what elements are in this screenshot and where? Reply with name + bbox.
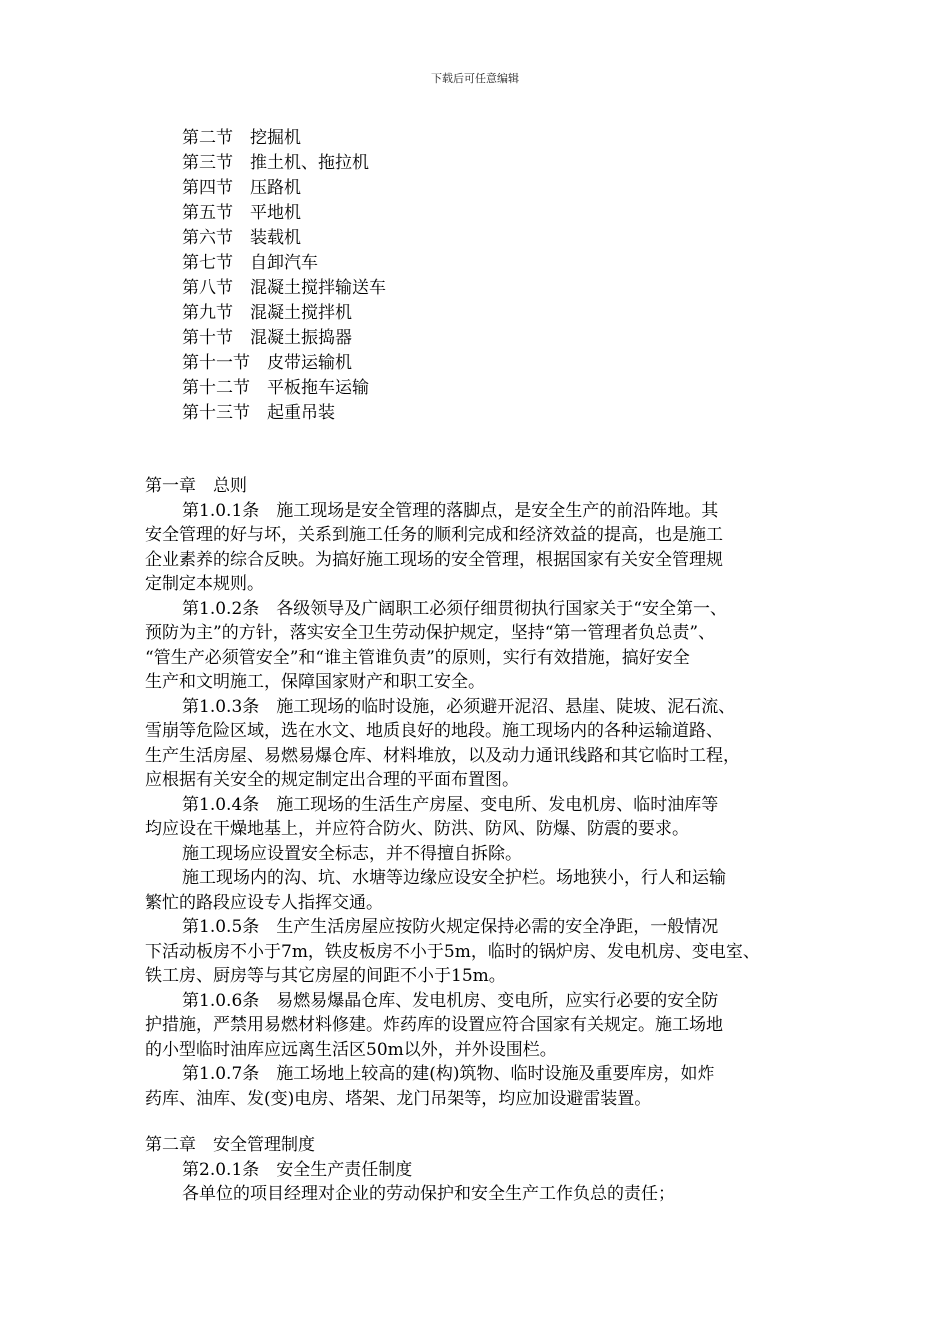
article-line: “管生产必须管安全”和“谁主管谁负责”的原则，实行有效措施，搞好安全: [145, 647, 690, 668]
article-line: 第2.0.1条 安全生产责任制度: [182, 1159, 413, 1180]
article-line: 各单位的项目经理对企业的劳动保护和安全生产工作负总的责任；: [182, 1184, 675, 1204]
article-line: 铁工房、厨房等与其它房屋的间距不小于15m。: [145, 966, 506, 986]
toc-item: 第四节 压路机: [182, 178, 301, 198]
toc-item: 第五节 平地机: [182, 203, 301, 223]
page-header: 下载后可任意编辑: [431, 72, 519, 85]
article-line: 第1.0.6条 易燃易爆晶仓库、发电机房、变电所，应实行必要的安全防: [182, 990, 719, 1011]
toc-item: 第十节 混凝土振捣器: [182, 328, 352, 348]
article-line: 雪崩等危险区域，选在水文、地质良好的地段。施工现场内的各种运输道路、: [145, 721, 723, 741]
article-line: 施工现场应设置安全标志，并不得擅自拆除。: [182, 843, 522, 864]
chapter-heading: 第一章 总则: [145, 476, 247, 496]
article-line: 第1.0.4条 施工现场的生活生产房屋、变电所、发电机房、临时油库等: [182, 794, 719, 815]
article-line: 的小型临时油库应远离生活区50m以外，并外设围栏。: [145, 1039, 557, 1060]
article-line: 第1.0.5条 生产生活房屋应按防火规定保持必需的安全净距，一般情况: [182, 917, 719, 937]
toc-item: 第三节 推土机、拖拉机: [182, 153, 369, 173]
article-line: 护措施，严禁用易燃材料修建。炸药库的设置应符合国家有关规定。施工场地: [145, 1015, 723, 1035]
section-gap: [145, 1111, 825, 1133]
article-line: 预防为主”的方针，落实安全卫生劳动保护规定，坚持“第一管理者负总责”、: [145, 623, 716, 643]
toc-item: 第六节 装载机: [182, 228, 301, 248]
article-line: 下活动板房不小于7m，铁皮板房不小于5m，临时的锅炉房、发电机房、变电室、: [145, 941, 760, 962]
article-line: 第1.0.2条 各级领导及广阔职工必须仔细贯彻执行国家关于“安全第一、: [182, 598, 727, 619]
article-line: 生产和文明施工，保障国家财产和职工安全。: [145, 672, 485, 692]
article-line: 繁忙的路段应设专人指挥交通。: [145, 892, 383, 913]
article-line: 定制定本规则。: [145, 574, 264, 594]
article-line: 第1.0.7条 施工场地上较高的建(构)筑物、临时设施及重要库房，如炸: [182, 1064, 715, 1084]
table-of-contents: [182, 126, 386, 426]
toc-item: 第十二节 平板拖车运输: [182, 378, 369, 398]
toc-item: 第二节 挖掘机: [182, 128, 301, 148]
article-line: 安全管理的好与坏，关系到施工任务的顺利完成和经济效益的提高，也是施工: [145, 525, 723, 545]
toc-item: 第八节 混凝土搅拌输送车: [182, 278, 386, 298]
article-line: 第1.0.3条 施工现场的临时设施，必须避开泥沼、悬崖、陡坡、泥石流、: [182, 696, 736, 717]
article-line: 企业素养的综合反映。为搞好施工现场的安全管理，根据国家有关安全管理规: [145, 549, 723, 570]
document-body: [145, 474, 825, 1207]
article-line: 均应设在干燥地基上，并应符合防火、防洪、防风、防爆、防震的要求。: [145, 819, 689, 839]
article-line: 施工现场内的沟、坑、水塘等边缘应设安全护栏。场地狭小，行人和运输: [182, 868, 726, 888]
article-line: 应根据有关安全的规定制定出合理的平面布置图。: [145, 770, 519, 790]
article-line: 药库、油库、发(变)电房、塔架、龙门吊架等，均应加设避雷装置。: [145, 1088, 652, 1109]
toc-item: 第七节 自卸汽车: [182, 253, 318, 273]
article-line: 第1.0.1条 施工现场是安全管理的落脚点，是安全生产的前沿阵地。其: [182, 500, 719, 521]
toc-item: 第九节 混凝土搅拌机: [182, 303, 352, 323]
chapter-heading: 第二章 安全管理制度: [145, 1135, 315, 1155]
toc-item: 第十一节 皮带运输机: [182, 353, 352, 373]
article-line: 生产生活房屋、易燃易爆仓库、材料堆放，以及动力通讯线路和其它临时工程，: [145, 745, 740, 766]
toc-item: 第十三节 起重吊装: [182, 403, 335, 423]
